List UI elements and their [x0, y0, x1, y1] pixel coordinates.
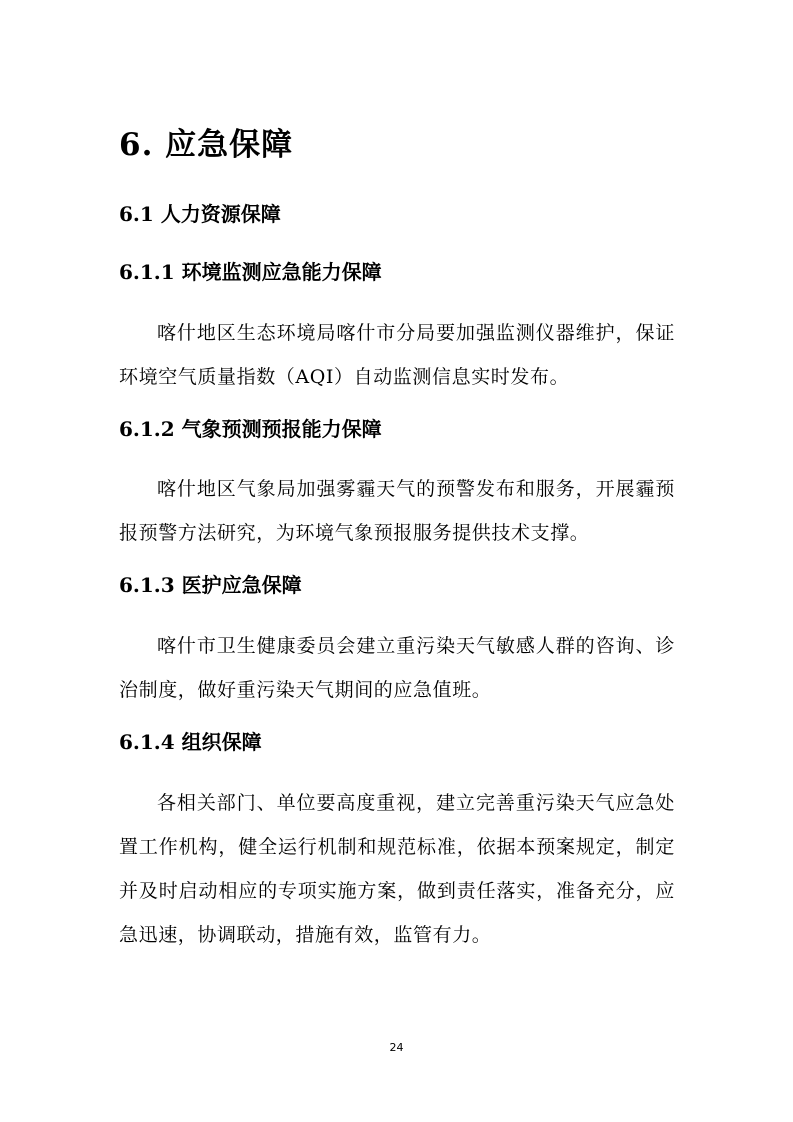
chapter-title: 6. 应急保障: [119, 127, 294, 163]
subsection-title: 6.1.1 环境监测应急能力保障: [119, 260, 382, 284]
subsection-title: 6.1.4 组织保障: [119, 730, 262, 754]
paragraph: 喀什地区生态环境局喀什市分局要加强监测仪器维护，保证环境空气质量指数（AQI）自动监测信息实时发布。: [119, 322, 675, 388]
paragraph: 喀什市卫生健康委员会建立重污染天气敏感人群的咨询、诊治制度，做好重污染天气期间的应急值班。: [119, 635, 675, 701]
subsection-title: 6.1.3 医护应急保障: [119, 573, 302, 597]
page-number: 24: [389, 1041, 404, 1054]
section-title: 6.1 人力资源保障: [119, 202, 281, 226]
paragraph: 各相关部门、单位要高度重视，建立完善重污染天气应急处置工作机构，健全运行机制和规范标准，依据本预案规定，制定并及时启动相应的专项实施方案，做到责任落实，准备充分，应急迅速，协调联动，措施有效，监管有力。: [119, 792, 675, 946]
paragraph: 喀什地区气象局加强雾霾天气的预警发布和服务，开展霾预报预警方法研究，为环境气象预报服务提供技术支撑。: [119, 478, 675, 544]
subsection-title: 6.1.2 气象预测预报能力保障: [119, 417, 382, 441]
